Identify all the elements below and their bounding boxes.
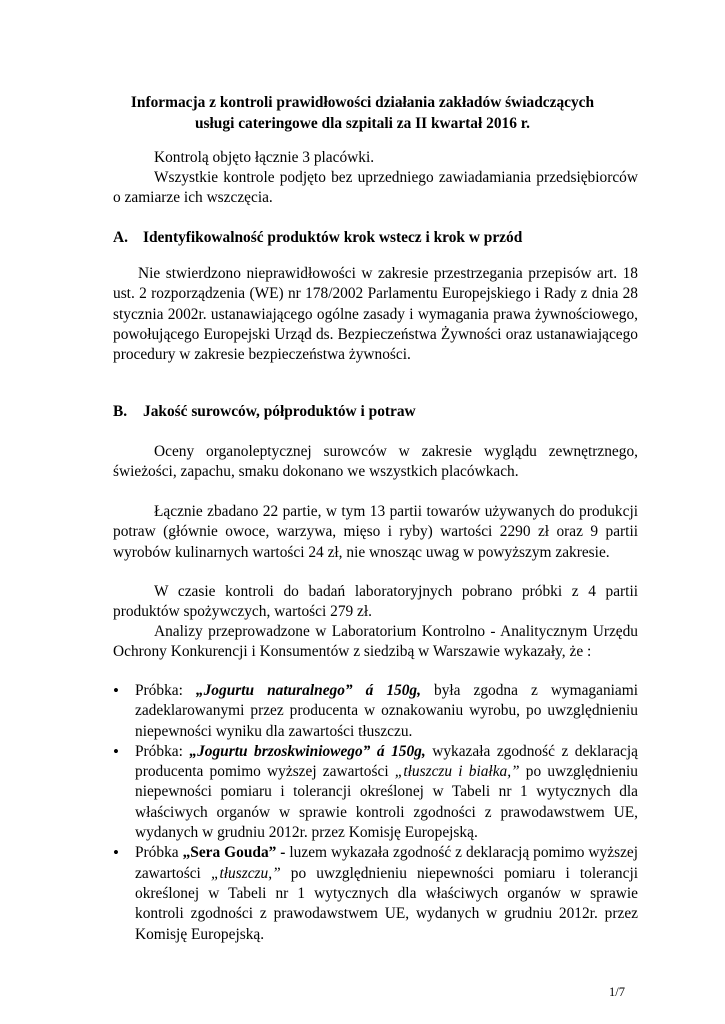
list-item: • Próbka „Sera Gouda” - luzem wykazała zgodność z deklaracją pomimo wyższej zawartości „tłuszczu,” po uwzględnieniu niepewności pomiaru i tolerancji określonej w Tabeli nr 1 wytycznych dla właściwych organów w sprawie kontroli zgodności z prawodawstwem UE, wydanych w grudniu 2012r. przez Komisję Europejską. <box>113 843 638 944</box>
section-a-heading <box>113 228 638 248</box>
section-a-title: Identyfikowalność produktów krok wstecz i krok w przód <box>143 229 523 246</box>
product-name: „Jogurtu naturalnego” á 150g, <box>195 682 421 699</box>
title-line-2: usługi cateringowe dla szpitali za II kwartał 2016 r. <box>194 115 531 132</box>
document-title <box>100 92 625 134</box>
section-a-text: Nie stwierdzono nieprawidłowości w zakresie przestrzegania przepisów art. 18 ust. 2 rozporządzenia (WE) nr 178/2002 Parlamentu Europejskiego i Rady z dnia 28 stycznia 2002r. ustanawiającego ogólne zasady i wymagania prawa żywnościowego, powołującego Europejski Urząd ds. Bezpieczeństwa Żywności oraz ustanawiającego procedury w zakresie bezpieczeństwa żywności. <box>113 265 638 364</box>
section-b-paragraph-1: Oceny organoleptycznej surowców w zakresie wyglądu zewnętrznego, świeżości, zapachu, smaku dokonano we wszystkich placówkach. <box>113 443 638 481</box>
intro-paragraph-2: Wszystkie kontrole podjęto bez uprzedniego zawiadamiania przedsiębiorców o zamiarze ich wszczęcia. <box>113 169 638 207</box>
bullet-icon <box>113 681 127 702</box>
intro-paragraph-1: Kontrolą objęto łącznie 3 placówki. <box>154 149 375 166</box>
bullet-icon <box>113 843 127 864</box>
nutrient-note: „tłuszczu i białka,” <box>394 763 520 781</box>
product-name: „Jogurtu brzoskwiniowego” á 150g, <box>189 742 426 760</box>
section-b-paragraph-4: Analizy przeprowadzone w Laboratorium Kontrolno - Analitycznym Urzędu Ochrony Konkurencji i Konsumentów z siedzibą w Warszawie wykazały, że : <box>113 623 638 661</box>
section-b-title: Jakość surowców, półproduktów i potraw <box>143 403 416 420</box>
bullet-icon <box>113 742 127 763</box>
title-line-1: Informacja z kontroli prawidłowości działania zakładów świadczących <box>130 94 595 111</box>
nutrient-note: „tłuszczu,” <box>210 864 281 882</box>
section-b-heading <box>113 402 638 422</box>
section-b-letter: B. <box>113 403 128 420</box>
section-b-paragraph-3: W czasie kontroli do badań laboratoryjnych pobrano próbki z 4 partii produktów spożywczych, wartości 279 zł. <box>113 583 638 621</box>
list-item: • Próbka: „Jogurtu naturalnego” á 150g, była zgodna z wymaganiami zadeklarowanymi przez producenta w oznakowaniu wyrobu, po uwzględnieniu niepewności wyniku dla zawartości tłuszczu. <box>113 681 638 742</box>
section-a-letter: A. <box>113 229 128 246</box>
product-name: „Sera Gouda” - <box>182 844 286 862</box>
section-b-paragraph-2: Łącznie zbadano 22 partie, w tym 13 partii towarów używanych do produkcji potraw (głównie owoce, warzywa, mięso i ryby) wartości 2290 zł oraz 9 partii wyrobów kulinarnych wartości 24 zł, nie wnosząc uwag w powyższym zakresie. <box>113 503 638 561</box>
results-list <box>113 681 638 945</box>
list-item: • Próbka: „Jogurtu brzoskwiniowego” á 150g, wykazała zgodność z deklaracją producenta pomimo wyższej zawartości „tłuszczu i białka,” po uwzględnieniu niepewności pomiaru i tolerancji określonej w Tabeli nr 1 wytycznych dla właściwych organów w sprawie kontroli zgodności z prawodawstwem UE, wydanych w grudniu 2012r. przez Komisję Europejską. <box>113 742 638 843</box>
page-number: 1/7 <box>609 985 625 999</box>
